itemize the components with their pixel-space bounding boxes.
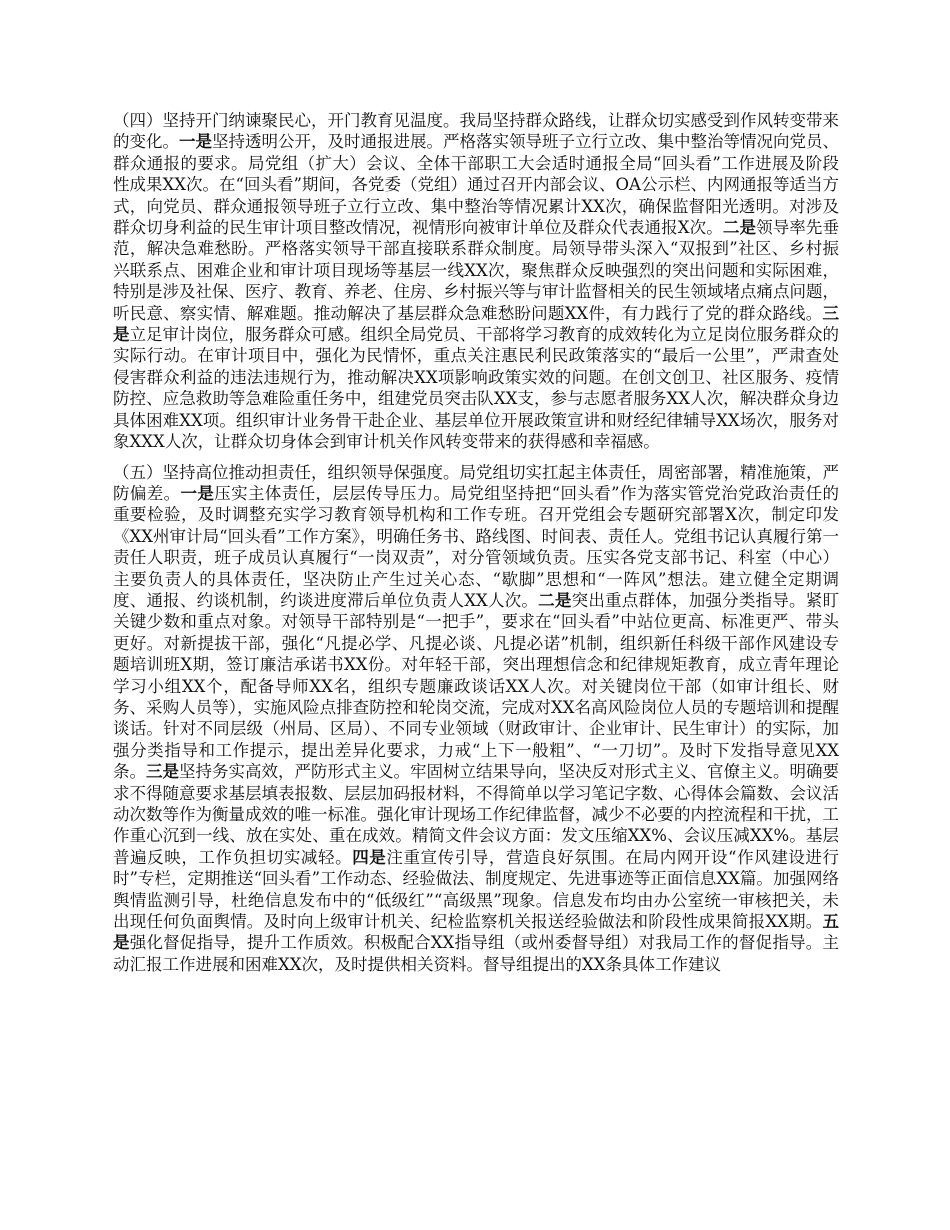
para-emphasis: 一是: [179, 132, 212, 152]
para-text: 强化督促指导，提升工作质效。积极配合XX指导组（或州委督导组）对我局工作的督促指导。主动汇报工作进展和困难XX次，及时提供相关资料。督导组提出的XX条具体工作建议: [113, 933, 840, 974]
para-emphasis: 二是: [538, 590, 572, 610]
para-text: 突出重点群体，加强分类指导。紧盯关键少数和重点对象。对领导干部特别是“一把手”，要求在“回头看”中站位更高、标准更严、带头更好。对新提拔干部，强化“凡提必学、凡提必谈、凡提必诺”机制，组织新任科级干部作风建设专题培训班X期，签订廉洁承诺书XX份。对年轻干部，突出理想信念和纪律规矩教育，成立青年理论学习小组XX个，配备导师XX名，组织专题廉政谈话XX人次。对关键岗位干部（如审计组长、财务、采购人员等），实施风险点排查防控和轮岗交流，完成对XX名高风险岗位人员的专题培训和提醒谈话。针对不同层级（州局、区局）、不同专业领域（财政审计、企业审计、民生审计）的实际，加强分类指导和工作提示，提出差异化要求，力戒“上下一般粗”、“一刀切”。及时下发指导意见XX条。: [113, 590, 840, 782]
para-text: （五）坚持高位推动担责任，组织领导保强度。局党组切实扛起主体责任，周密部署，精准施策，严防偏差。: [113, 462, 839, 503]
para-text: 注重宣传引导，营造良好氛围。在局内网开设“作风建设进行时”专栏，定期推送“回头看”工作动态、经验做法、制度规定、先进事迹等正面信息XX篇。加强网络舆情监测引导，杜绝信息发布中的“低级红”“高级黑”现象。信息发布均由办公室统一审核把关，未出现任何负面舆情。及时向上级审计机关、纪检监察机关报送经验做法和阶段性成果简报XX期。: [113, 847, 840, 932]
document-body: [113, 110, 839, 975]
para-emphasis: 二是: [722, 218, 757, 238]
para-emphasis: 一是: [180, 483, 215, 503]
para-text: （四）坚持开门纳谏聚民心，开门教育见温度。我局坚持群众路线，让群众切实感受到作风转变带来的变化。: [113, 111, 839, 152]
para-text: 立足审计岗位，服务群众可感。组织全局党员、干部将学习教育的成效转化为立足岗位服务群众的实际行动。在审计项目中，强化为民情怀，重点关注惠民利民政策落实的“最后一公里”，严肃查处侵害群众利益的违法违规行为，推动解决XX项影响政策实效的问题。在创文创卫、社区服务、疫情防控、应急救助等急难险重任务中，组建党员突击队XX支，参与志愿者服务XX人次，解决群众身边具体困难XX项。组织审计业务骨干赴企业、基层单位开展政策宣讲和财经纪律辅导XX场次，服务对象XXX人次，让群众切身体会到审计机关作风转变带来的获得感和幸福感。: [113, 325, 839, 452]
para-text: 压实主体责任，层层传导压力。局党组坚持把“回头看”作为落实管党治党政治责任的重要检验，及时调整充实学习教育领导机构和工作专班。召开党组会专题研究部署X次，制定印发《XX州审计局“回头看”工作方案》，明确任务书、路线图、时间表、责任人。党组书记认真履行第一责任人职责，班子成员认真履行“一岗双责”，对分管领域负责。压实各党支部书记、科室（中心）主要负责人的具体责任，坚决防止产生过关心态、“歇脚”思想和“一阵风”想法。建立健全定期调度、通报、约谈机制，约谈进度滞后单位负责人XX人次。: [113, 483, 839, 610]
para-text: 坚持透明公开，及时通报进展。严格落实领导班子立行立改、集中整治等情况向党员、群众通报的要求。局党组（扩大）会议、全体干部职工大会适时通报全局“回头看”工作进展及阶段性成果XX次。在“回头看”期间，各党委（党组）通过召开内部会议、OA公示栏、内网通报等适当方式，向党员、群众通报领导班子立行立改、集中整治等情况累计XX次，确保监督阳光透明。对涉及群众切身利益的民生审计项目整改情况，视情形向被审计单位及群众代表通报X次。: [113, 132, 839, 238]
paragraph-section-5: [113, 462, 839, 976]
para-emphasis: 四是: [352, 847, 387, 867]
para-emphasis: 三是: [113, 303, 839, 345]
paragraph-section-4: [113, 110, 839, 453]
para-text: 坚持务实高效，严防形式主义。牢固树立结果导向，坚决反对形式主义、官僚主义。明确要求不得随意要求基层填表报数、层层加码报材料，不得简单以学习笔记字数、心得体会篇数、会议活动次数等作为衡量成效的唯一标准。强化审计现场工作纪律监督，减少不必要的内控流程和干扰，工作重心沉到一线、放在实处、重在成效。精简文件会议方面：发文压缩XX%、会议压减XX%。基层普遍反映，工作负担切实减轻。: [113, 762, 839, 867]
para-emphasis: 三是: [146, 762, 179, 782]
para-text: 领导率先垂范，解决急难愁盼。严格落实领导干部直接联系群众制度。局领导带头深入“双报到”社区、乡村振兴联系点、困难企业和审计项目现场等基层一线XX次，聚焦群众反映强烈的突出问题和实际困难，特别是涉及社保、医疗、教育、养老、住房、乡村振兴等与审计监督相关的民生领域堵点痛点问题，听民意、察实情、解难题。推动解决了基层群众急难愁盼问题XX件，有力践行了党的群众路线。: [113, 218, 840, 323]
para-emphasis: 五是: [113, 912, 839, 953]
